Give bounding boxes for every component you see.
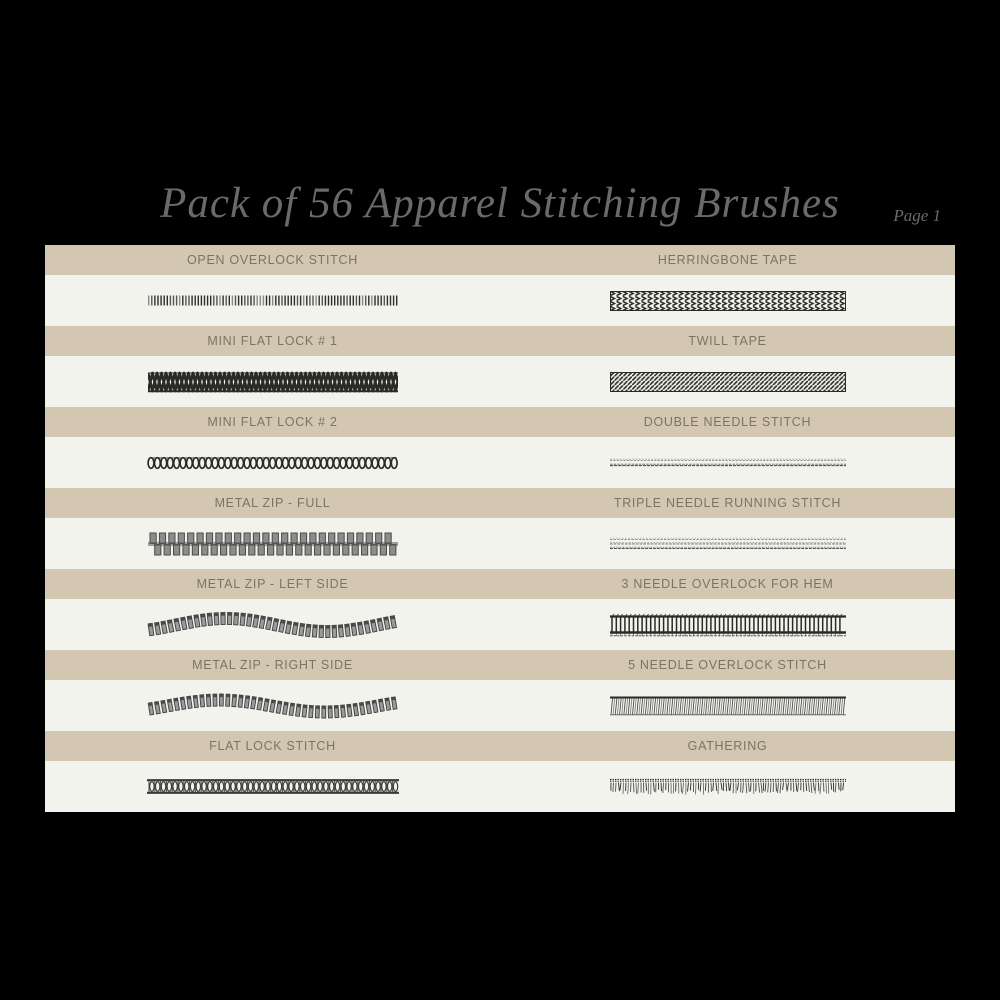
stitch-sample-graphic [610,778,846,795]
brush-table [45,245,955,812]
stitch-label-right: DOUBLE NEEDLE STITCH [643,415,812,429]
stitch-sample-graphic [147,455,399,470]
stitch-sample-cell [45,437,500,488]
row-header-band [45,407,955,437]
stitch-label-right: 3 NEEDLE OVERLOCK FOR HEM [621,577,834,591]
stitch-sample-graphic [610,537,846,550]
brush-row [45,326,955,407]
stitch-sample-cell [45,356,500,407]
stitch-sample-cell [500,680,955,731]
stitch-sample-graphic [610,613,846,637]
row-header-band [45,569,955,599]
stitch-label-left: MINI FLAT LOCK # 1 [207,334,338,348]
stitch-sample-cell [45,680,500,731]
stitch-sample-graphic [148,370,398,394]
stitch-sample-graphic [147,295,399,306]
row-sample-band [45,761,955,812]
row-sample-band [45,275,955,326]
brush-row [45,488,955,569]
stitch-sample-graphic [147,608,399,642]
stitch-sample-graphic [147,778,399,795]
stitch-sample-cell [500,761,955,812]
stitch-label-right: TRIPLE NEEDLE RUNNING STITCH [613,496,842,510]
stitch-sample-cell [45,599,500,650]
page-title: Pack of 56 Apparel Stitching Brushes [160,180,840,227]
stitch-label-left: METAL ZIP - RIGHT SIDE [192,658,353,672]
stitch-sample-graphic [610,372,846,392]
brush-row [45,731,955,812]
stitch-sample-graphic [148,531,398,557]
stitch-sample-graphic [610,695,846,717]
stitch-sample-cell [500,518,955,569]
stitch-sample-graphic [147,689,399,723]
row-sample-band [45,437,955,488]
stitch-sample-graphic [610,291,846,311]
stitch-label-right: TWILL TAPE [688,334,767,348]
row-header-band [45,326,955,356]
brush-row [45,407,955,488]
stitch-sample-cell [500,599,955,650]
stitch-label-right: HERRINGBONE TAPE [657,253,798,267]
masthead [45,172,955,236]
stitch-sample-cell [500,437,955,488]
stitch-label-left: FLAT LOCK STITCH [209,739,336,753]
row-header-band [45,488,955,518]
brush-row [45,650,955,731]
row-header-band [45,245,955,275]
row-sample-band [45,518,955,569]
stitch-sample-cell [500,275,955,326]
stitch-sample-cell [500,356,955,407]
stitch-label-left: METAL ZIP - LEFT SIDE [196,577,349,591]
row-sample-band [45,599,955,650]
stitch-label-left: OPEN OVERLOCK STITCH [187,253,358,267]
row-sample-band [45,680,955,731]
stitch-sample-cell [45,275,500,326]
stitch-label-right: 5 NEEDLE OVERLOCK STITCH [628,658,827,672]
brush-row [45,569,955,650]
brush-row [45,245,955,326]
row-sample-band [45,356,955,407]
stitch-sample-graphic [610,458,846,467]
stitch-sample-cell [45,518,500,569]
stitch-label-left: METAL ZIP - FULL [214,496,331,510]
row-header-band [45,731,955,761]
page-number: Page 1 [893,206,941,225]
row-header-band [45,650,955,680]
stitch-label-right: GATHERING [687,739,768,753]
stitch-label-left: MINI FLAT LOCK # 2 [207,415,338,429]
stitch-sample-cell [45,761,500,812]
